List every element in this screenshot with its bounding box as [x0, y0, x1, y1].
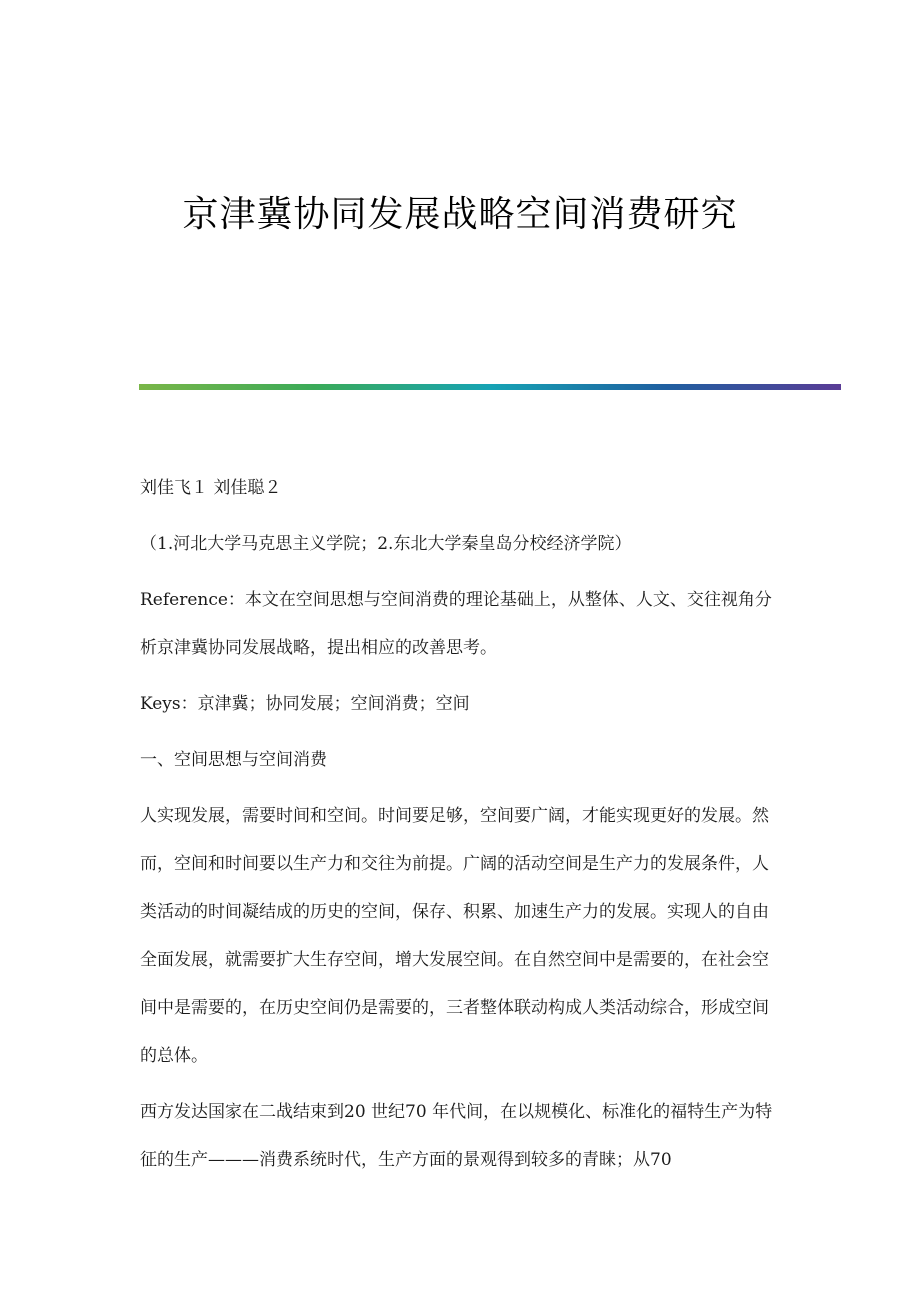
title-divider [139, 384, 841, 390]
document-body [140, 464, 785, 1192]
abstract-paragraph: Reference：本文在空间思想与空间消费的理论基础上，从整体、人文、交往视角分析京津冀协同发展战略，提出相应的改善思考。 [140, 590, 772, 658]
body-paragraph: 人实现发展，需要时间和空间。时间要足够，空间要广阔，才能实现更好的发展。然而，空间和时间要以生产力和交往为前提。广阔的活动空间是生产力的发展条件，人类活动的时间凝结成的历史的空间，保存、积累、加速生产力的发展。实现人的自由全面发展，就需要扩大生存空间，增大发展空间。在自然空间中是需要的，在社会空间中是需要的，在历史空间仍是需要的，三者整体联动构成人类活动综合，形成空间的总体。 [140, 806, 769, 1066]
affiliation-line: （1.河北大学马克思主义学院；2.东北大学秦皇岛分校经济学院） [140, 534, 632, 554]
body-paragraph: 西方发达国家在二战结束到20 世纪70 年代间，在以规模化、标准化的福特生产为特征的生产———消费系统时代，生产方面的景观得到较多的青睐；从70 [140, 1102, 773, 1170]
document-title: 京津冀协同发展战略空间消费研究 [182, 194, 738, 235]
section-heading: 一、空间思想与空间消费 [140, 750, 327, 770]
authors-line: 刘佳飞１ 刘佳聪２ [140, 478, 282, 498]
keywords-line: Keys：京津冀；协同发展；空间消费；空间 [140, 694, 470, 714]
